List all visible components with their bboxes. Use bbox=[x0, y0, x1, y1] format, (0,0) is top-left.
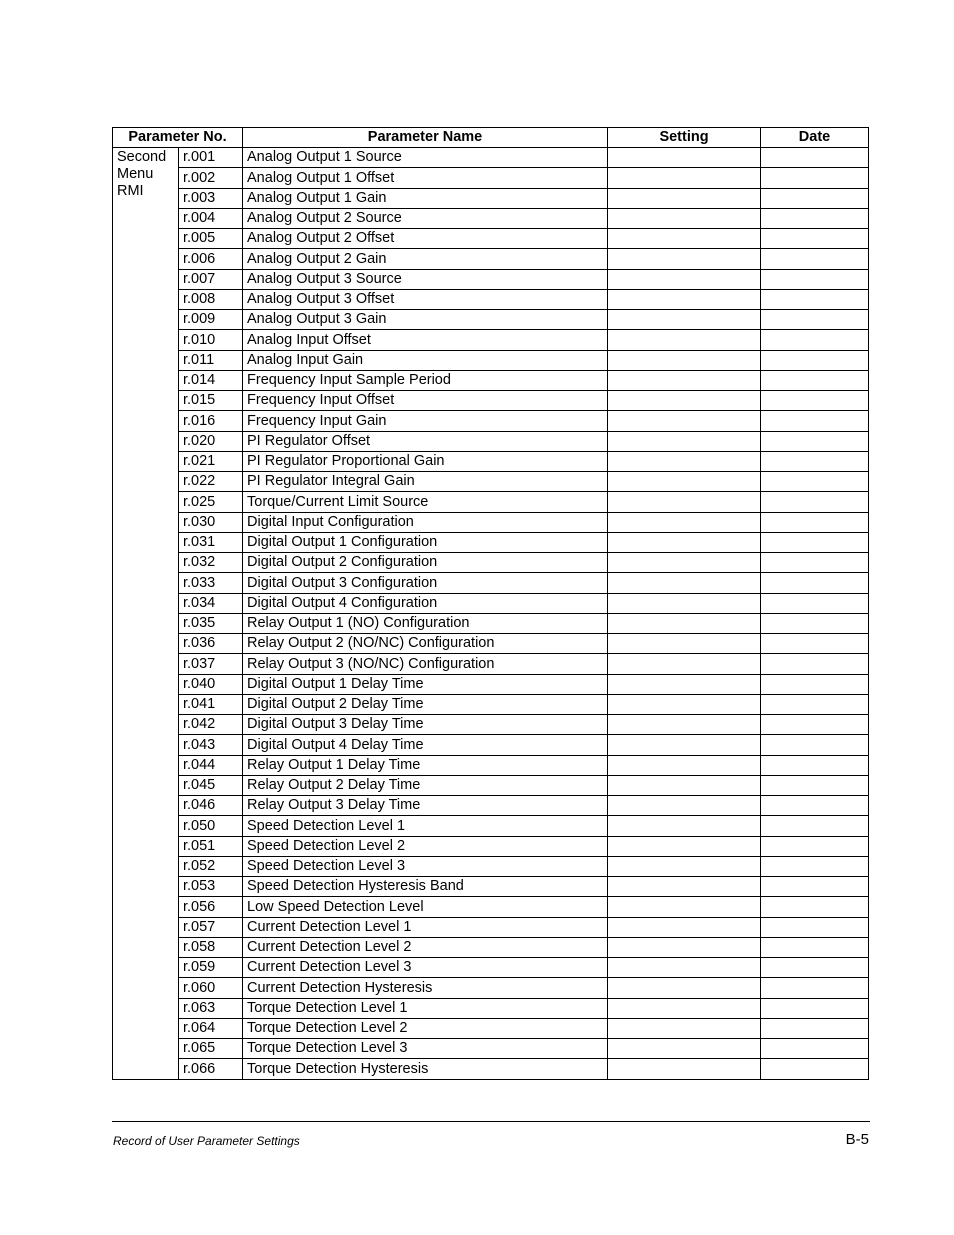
date-cell bbox=[761, 310, 869, 330]
parameter-number: r.025 bbox=[179, 492, 243, 512]
parameter-number: r.004 bbox=[179, 208, 243, 228]
date-cell bbox=[761, 674, 869, 694]
table-header-row bbox=[113, 128, 869, 148]
parameter-number: r.001 bbox=[179, 148, 243, 168]
date-cell bbox=[761, 553, 869, 573]
setting-cell bbox=[608, 755, 761, 775]
header-date: Date bbox=[761, 128, 869, 148]
date-cell bbox=[761, 937, 869, 957]
setting-cell bbox=[608, 877, 761, 897]
setting-cell bbox=[608, 532, 761, 552]
parameter-number: r.033 bbox=[179, 573, 243, 593]
setting-cell bbox=[608, 553, 761, 573]
setting-cell bbox=[608, 654, 761, 674]
parameter-name: Relay Output 1 Delay Time bbox=[243, 755, 608, 775]
date-cell bbox=[761, 370, 869, 390]
table-row bbox=[113, 208, 869, 228]
date-cell bbox=[761, 836, 869, 856]
table-row bbox=[113, 350, 869, 370]
setting-cell bbox=[608, 310, 761, 330]
date-cell bbox=[761, 755, 869, 775]
table-row bbox=[113, 877, 869, 897]
parameter-name: Torque Detection Level 3 bbox=[243, 1039, 608, 1059]
date-cell bbox=[761, 998, 869, 1018]
parameter-number: r.011 bbox=[179, 350, 243, 370]
table-row bbox=[113, 715, 869, 735]
date-cell bbox=[761, 816, 869, 836]
table-row bbox=[113, 492, 869, 512]
date-cell bbox=[761, 249, 869, 269]
parameter-number: r.006 bbox=[179, 249, 243, 269]
date-cell bbox=[761, 593, 869, 613]
parameter-number: r.065 bbox=[179, 1039, 243, 1059]
setting-cell bbox=[608, 593, 761, 613]
date-cell bbox=[761, 1039, 869, 1059]
table-row bbox=[113, 836, 869, 856]
date-cell bbox=[761, 654, 869, 674]
parameter-name: Digital Output 1 Configuration bbox=[243, 532, 608, 552]
setting-cell bbox=[608, 735, 761, 755]
parameter-number: r.009 bbox=[179, 310, 243, 330]
parameter-name: Analog Output 2 Gain bbox=[243, 249, 608, 269]
date-cell bbox=[761, 289, 869, 309]
table-row bbox=[113, 654, 869, 674]
parameter-number: r.015 bbox=[179, 391, 243, 411]
setting-cell bbox=[608, 816, 761, 836]
parameter-name: Relay Output 1 (NO) Configuration bbox=[243, 613, 608, 633]
parameter-name: Analog Output 2 Source bbox=[243, 208, 608, 228]
header-parameter-name: Parameter Name bbox=[243, 128, 608, 148]
parameter-number: r.059 bbox=[179, 958, 243, 978]
date-cell bbox=[761, 917, 869, 937]
parameter-number: r.040 bbox=[179, 674, 243, 694]
parameter-number: r.063 bbox=[179, 998, 243, 1018]
date-cell bbox=[761, 856, 869, 876]
setting-cell bbox=[608, 978, 761, 998]
date-cell bbox=[761, 715, 869, 735]
table-row bbox=[113, 148, 869, 168]
date-cell bbox=[761, 796, 869, 816]
table-row bbox=[113, 532, 869, 552]
parameter-number: r.036 bbox=[179, 634, 243, 654]
parameter-name: Current Detection Hysteresis bbox=[243, 978, 608, 998]
table-row bbox=[113, 735, 869, 755]
date-cell bbox=[761, 897, 869, 917]
table-row bbox=[113, 998, 869, 1018]
table-row bbox=[113, 634, 869, 654]
table-row bbox=[113, 897, 869, 917]
table-row bbox=[113, 796, 869, 816]
parameter-number: r.041 bbox=[179, 694, 243, 714]
table-row bbox=[113, 958, 869, 978]
parameter-name: PI Regulator Proportional Gain bbox=[243, 451, 608, 471]
parameter-name: Analog Output 1 Gain bbox=[243, 188, 608, 208]
parameter-group-label: Second Menu RMI bbox=[113, 148, 179, 1080]
parameter-name: Analog Output 1 Offset bbox=[243, 168, 608, 188]
date-cell bbox=[761, 958, 869, 978]
parameter-number: r.032 bbox=[179, 553, 243, 573]
parameter-number: r.003 bbox=[179, 188, 243, 208]
setting-cell bbox=[608, 370, 761, 390]
table-row bbox=[113, 229, 869, 249]
parameter-name: Current Detection Level 2 bbox=[243, 937, 608, 957]
setting-cell bbox=[608, 431, 761, 451]
table-row bbox=[113, 188, 869, 208]
table-row bbox=[113, 289, 869, 309]
parameter-name: Analog Output 3 Gain bbox=[243, 310, 608, 330]
table-row bbox=[113, 613, 869, 633]
parameter-number: r.010 bbox=[179, 330, 243, 350]
date-cell bbox=[761, 634, 869, 654]
parameter-name: Digital Output 2 Delay Time bbox=[243, 694, 608, 714]
setting-cell bbox=[608, 492, 761, 512]
parameter-number: r.031 bbox=[179, 532, 243, 552]
parameter-name: Frequency Input Offset bbox=[243, 391, 608, 411]
parameter-name: Analog Output 3 Source bbox=[243, 269, 608, 289]
table-row bbox=[113, 816, 869, 836]
parameter-number: r.053 bbox=[179, 877, 243, 897]
parameter-name: Digital Output 4 Delay Time bbox=[243, 735, 608, 755]
setting-cell bbox=[608, 1059, 761, 1079]
table-row bbox=[113, 512, 869, 532]
date-cell bbox=[761, 694, 869, 714]
setting-cell bbox=[608, 856, 761, 876]
table-row bbox=[113, 937, 869, 957]
parameter-number: r.064 bbox=[179, 1018, 243, 1038]
table-row bbox=[113, 755, 869, 775]
parameter-number: r.044 bbox=[179, 755, 243, 775]
table-row bbox=[113, 978, 869, 998]
date-cell bbox=[761, 978, 869, 998]
setting-cell bbox=[608, 1039, 761, 1059]
parameter-name: Torque Detection Level 2 bbox=[243, 1018, 608, 1038]
table-row bbox=[113, 472, 869, 492]
header-setting: Setting bbox=[608, 128, 761, 148]
setting-cell bbox=[608, 694, 761, 714]
table-row bbox=[113, 1018, 869, 1038]
table-row bbox=[113, 593, 869, 613]
table-body bbox=[113, 148, 869, 1080]
parameter-name: Digital Output 4 Configuration bbox=[243, 593, 608, 613]
parameter-number: r.005 bbox=[179, 229, 243, 249]
date-cell bbox=[761, 735, 869, 755]
parameter-name: Analog Output 2 Offset bbox=[243, 229, 608, 249]
setting-cell bbox=[608, 289, 761, 309]
parameter-name: Speed Detection Hysteresis Band bbox=[243, 877, 608, 897]
parameter-name: Relay Output 3 Delay Time bbox=[243, 796, 608, 816]
footer-title: Record of User Parameter Settings bbox=[113, 1134, 300, 1148]
setting-cell bbox=[608, 1018, 761, 1038]
parameter-number: r.045 bbox=[179, 775, 243, 795]
parameter-name: Analog Input Gain bbox=[243, 350, 608, 370]
date-cell bbox=[761, 1018, 869, 1038]
setting-cell bbox=[608, 188, 761, 208]
date-cell bbox=[761, 512, 869, 532]
parameter-number: r.022 bbox=[179, 472, 243, 492]
parameter-number: r.042 bbox=[179, 715, 243, 735]
page-number: B-5 bbox=[845, 1131, 869, 1148]
setting-cell bbox=[608, 148, 761, 168]
parameter-number: r.037 bbox=[179, 654, 243, 674]
table-row bbox=[113, 694, 869, 714]
parameter-number: r.052 bbox=[179, 856, 243, 876]
setting-cell bbox=[608, 998, 761, 1018]
table-row bbox=[113, 674, 869, 694]
date-cell bbox=[761, 451, 869, 471]
parameter-name: Speed Detection Level 2 bbox=[243, 836, 608, 856]
parameter-number: r.014 bbox=[179, 370, 243, 390]
parameter-number: r.050 bbox=[179, 816, 243, 836]
setting-cell bbox=[608, 897, 761, 917]
date-cell bbox=[761, 188, 869, 208]
table-row bbox=[113, 451, 869, 471]
parameter-name: Digital Output 2 Configuration bbox=[243, 553, 608, 573]
table-row bbox=[113, 1059, 869, 1079]
date-cell bbox=[761, 168, 869, 188]
table-row bbox=[113, 917, 869, 937]
footer-divider bbox=[112, 1121, 870, 1122]
parameter-name: Current Detection Level 3 bbox=[243, 958, 608, 978]
date-cell bbox=[761, 391, 869, 411]
parameter-name: Torque/Current Limit Source bbox=[243, 492, 608, 512]
date-cell bbox=[761, 613, 869, 633]
date-cell bbox=[761, 492, 869, 512]
parameter-name: PI Regulator Offset bbox=[243, 431, 608, 451]
parameter-name: Torque Detection Level 1 bbox=[243, 998, 608, 1018]
parameter-name: Frequency Input Sample Period bbox=[243, 370, 608, 390]
parameter-name: Current Detection Level 1 bbox=[243, 917, 608, 937]
setting-cell bbox=[608, 168, 761, 188]
parameter-name: Frequency Input Gain bbox=[243, 411, 608, 431]
setting-cell bbox=[608, 836, 761, 856]
setting-cell bbox=[608, 796, 761, 816]
table-row bbox=[113, 269, 869, 289]
setting-cell bbox=[608, 917, 761, 937]
date-cell bbox=[761, 1059, 869, 1079]
date-cell bbox=[761, 431, 869, 451]
setting-cell bbox=[608, 330, 761, 350]
setting-cell bbox=[608, 472, 761, 492]
table-row bbox=[113, 391, 869, 411]
setting-cell bbox=[608, 613, 761, 633]
parameter-number: r.002 bbox=[179, 168, 243, 188]
parameter-number: r.060 bbox=[179, 978, 243, 998]
setting-cell bbox=[608, 958, 761, 978]
setting-cell bbox=[608, 512, 761, 532]
setting-cell bbox=[608, 350, 761, 370]
setting-cell bbox=[608, 775, 761, 795]
setting-cell bbox=[608, 411, 761, 431]
date-cell bbox=[761, 350, 869, 370]
parameter-name: Analog Output 3 Offset bbox=[243, 289, 608, 309]
date-cell bbox=[761, 877, 869, 897]
parameter-number: r.051 bbox=[179, 836, 243, 856]
table-row bbox=[113, 168, 869, 188]
parameter-number: r.030 bbox=[179, 512, 243, 532]
parameter-settings-table bbox=[112, 127, 869, 1080]
setting-cell bbox=[608, 573, 761, 593]
date-cell bbox=[761, 573, 869, 593]
parameter-number: r.016 bbox=[179, 411, 243, 431]
parameter-name: Torque Detection Hysteresis bbox=[243, 1059, 608, 1079]
date-cell bbox=[761, 532, 869, 552]
date-cell bbox=[761, 472, 869, 492]
setting-cell bbox=[608, 229, 761, 249]
setting-cell bbox=[608, 451, 761, 471]
table-row bbox=[113, 775, 869, 795]
parameter-name: Speed Detection Level 1 bbox=[243, 816, 608, 836]
parameter-name: Low Speed Detection Level bbox=[243, 897, 608, 917]
setting-cell bbox=[608, 674, 761, 694]
setting-cell bbox=[608, 391, 761, 411]
date-cell bbox=[761, 208, 869, 228]
table-row bbox=[113, 370, 869, 390]
date-cell bbox=[761, 330, 869, 350]
table-row bbox=[113, 310, 869, 330]
parameter-number: r.066 bbox=[179, 1059, 243, 1079]
parameter-number: r.058 bbox=[179, 937, 243, 957]
date-cell bbox=[761, 775, 869, 795]
parameter-name: Analog Output 1 Source bbox=[243, 148, 608, 168]
table-row bbox=[113, 249, 869, 269]
setting-cell bbox=[608, 634, 761, 654]
table-row bbox=[113, 330, 869, 350]
parameter-number: r.034 bbox=[179, 593, 243, 613]
date-cell bbox=[761, 269, 869, 289]
parameter-name: PI Regulator Integral Gain bbox=[243, 472, 608, 492]
parameter-name: Speed Detection Level 3 bbox=[243, 856, 608, 876]
table-row bbox=[113, 411, 869, 431]
parameter-name: Analog Input Offset bbox=[243, 330, 608, 350]
parameter-number: r.057 bbox=[179, 917, 243, 937]
date-cell bbox=[761, 148, 869, 168]
parameter-name: Digital Output 3 Delay Time bbox=[243, 715, 608, 735]
parameter-number: r.046 bbox=[179, 796, 243, 816]
parameter-name: Digital Output 3 Configuration bbox=[243, 573, 608, 593]
table-row bbox=[113, 856, 869, 876]
date-cell bbox=[761, 411, 869, 431]
parameter-number: r.056 bbox=[179, 897, 243, 917]
parameter-number: r.020 bbox=[179, 431, 243, 451]
parameter-number: r.007 bbox=[179, 269, 243, 289]
setting-cell bbox=[608, 937, 761, 957]
date-cell bbox=[761, 229, 869, 249]
setting-cell bbox=[608, 715, 761, 735]
table-row bbox=[113, 573, 869, 593]
parameter-name: Relay Output 2 Delay Time bbox=[243, 775, 608, 795]
table-row bbox=[113, 431, 869, 451]
parameter-name: Relay Output 2 (NO/NC) Configuration bbox=[243, 634, 608, 654]
table-row bbox=[113, 1039, 869, 1059]
header-parameter-no: Parameter No. bbox=[113, 128, 243, 148]
table-row bbox=[113, 553, 869, 573]
parameter-number: r.035 bbox=[179, 613, 243, 633]
setting-cell bbox=[608, 269, 761, 289]
parameter-name: Digital Input Configuration bbox=[243, 512, 608, 532]
parameter-number: r.008 bbox=[179, 289, 243, 309]
parameter-name: Digital Output 1 Delay Time bbox=[243, 674, 608, 694]
setting-cell bbox=[608, 208, 761, 228]
setting-cell bbox=[608, 249, 761, 269]
parameter-name: Relay Output 3 (NO/NC) Configuration bbox=[243, 654, 608, 674]
parameter-number: r.021 bbox=[179, 451, 243, 471]
parameter-number: r.043 bbox=[179, 735, 243, 755]
